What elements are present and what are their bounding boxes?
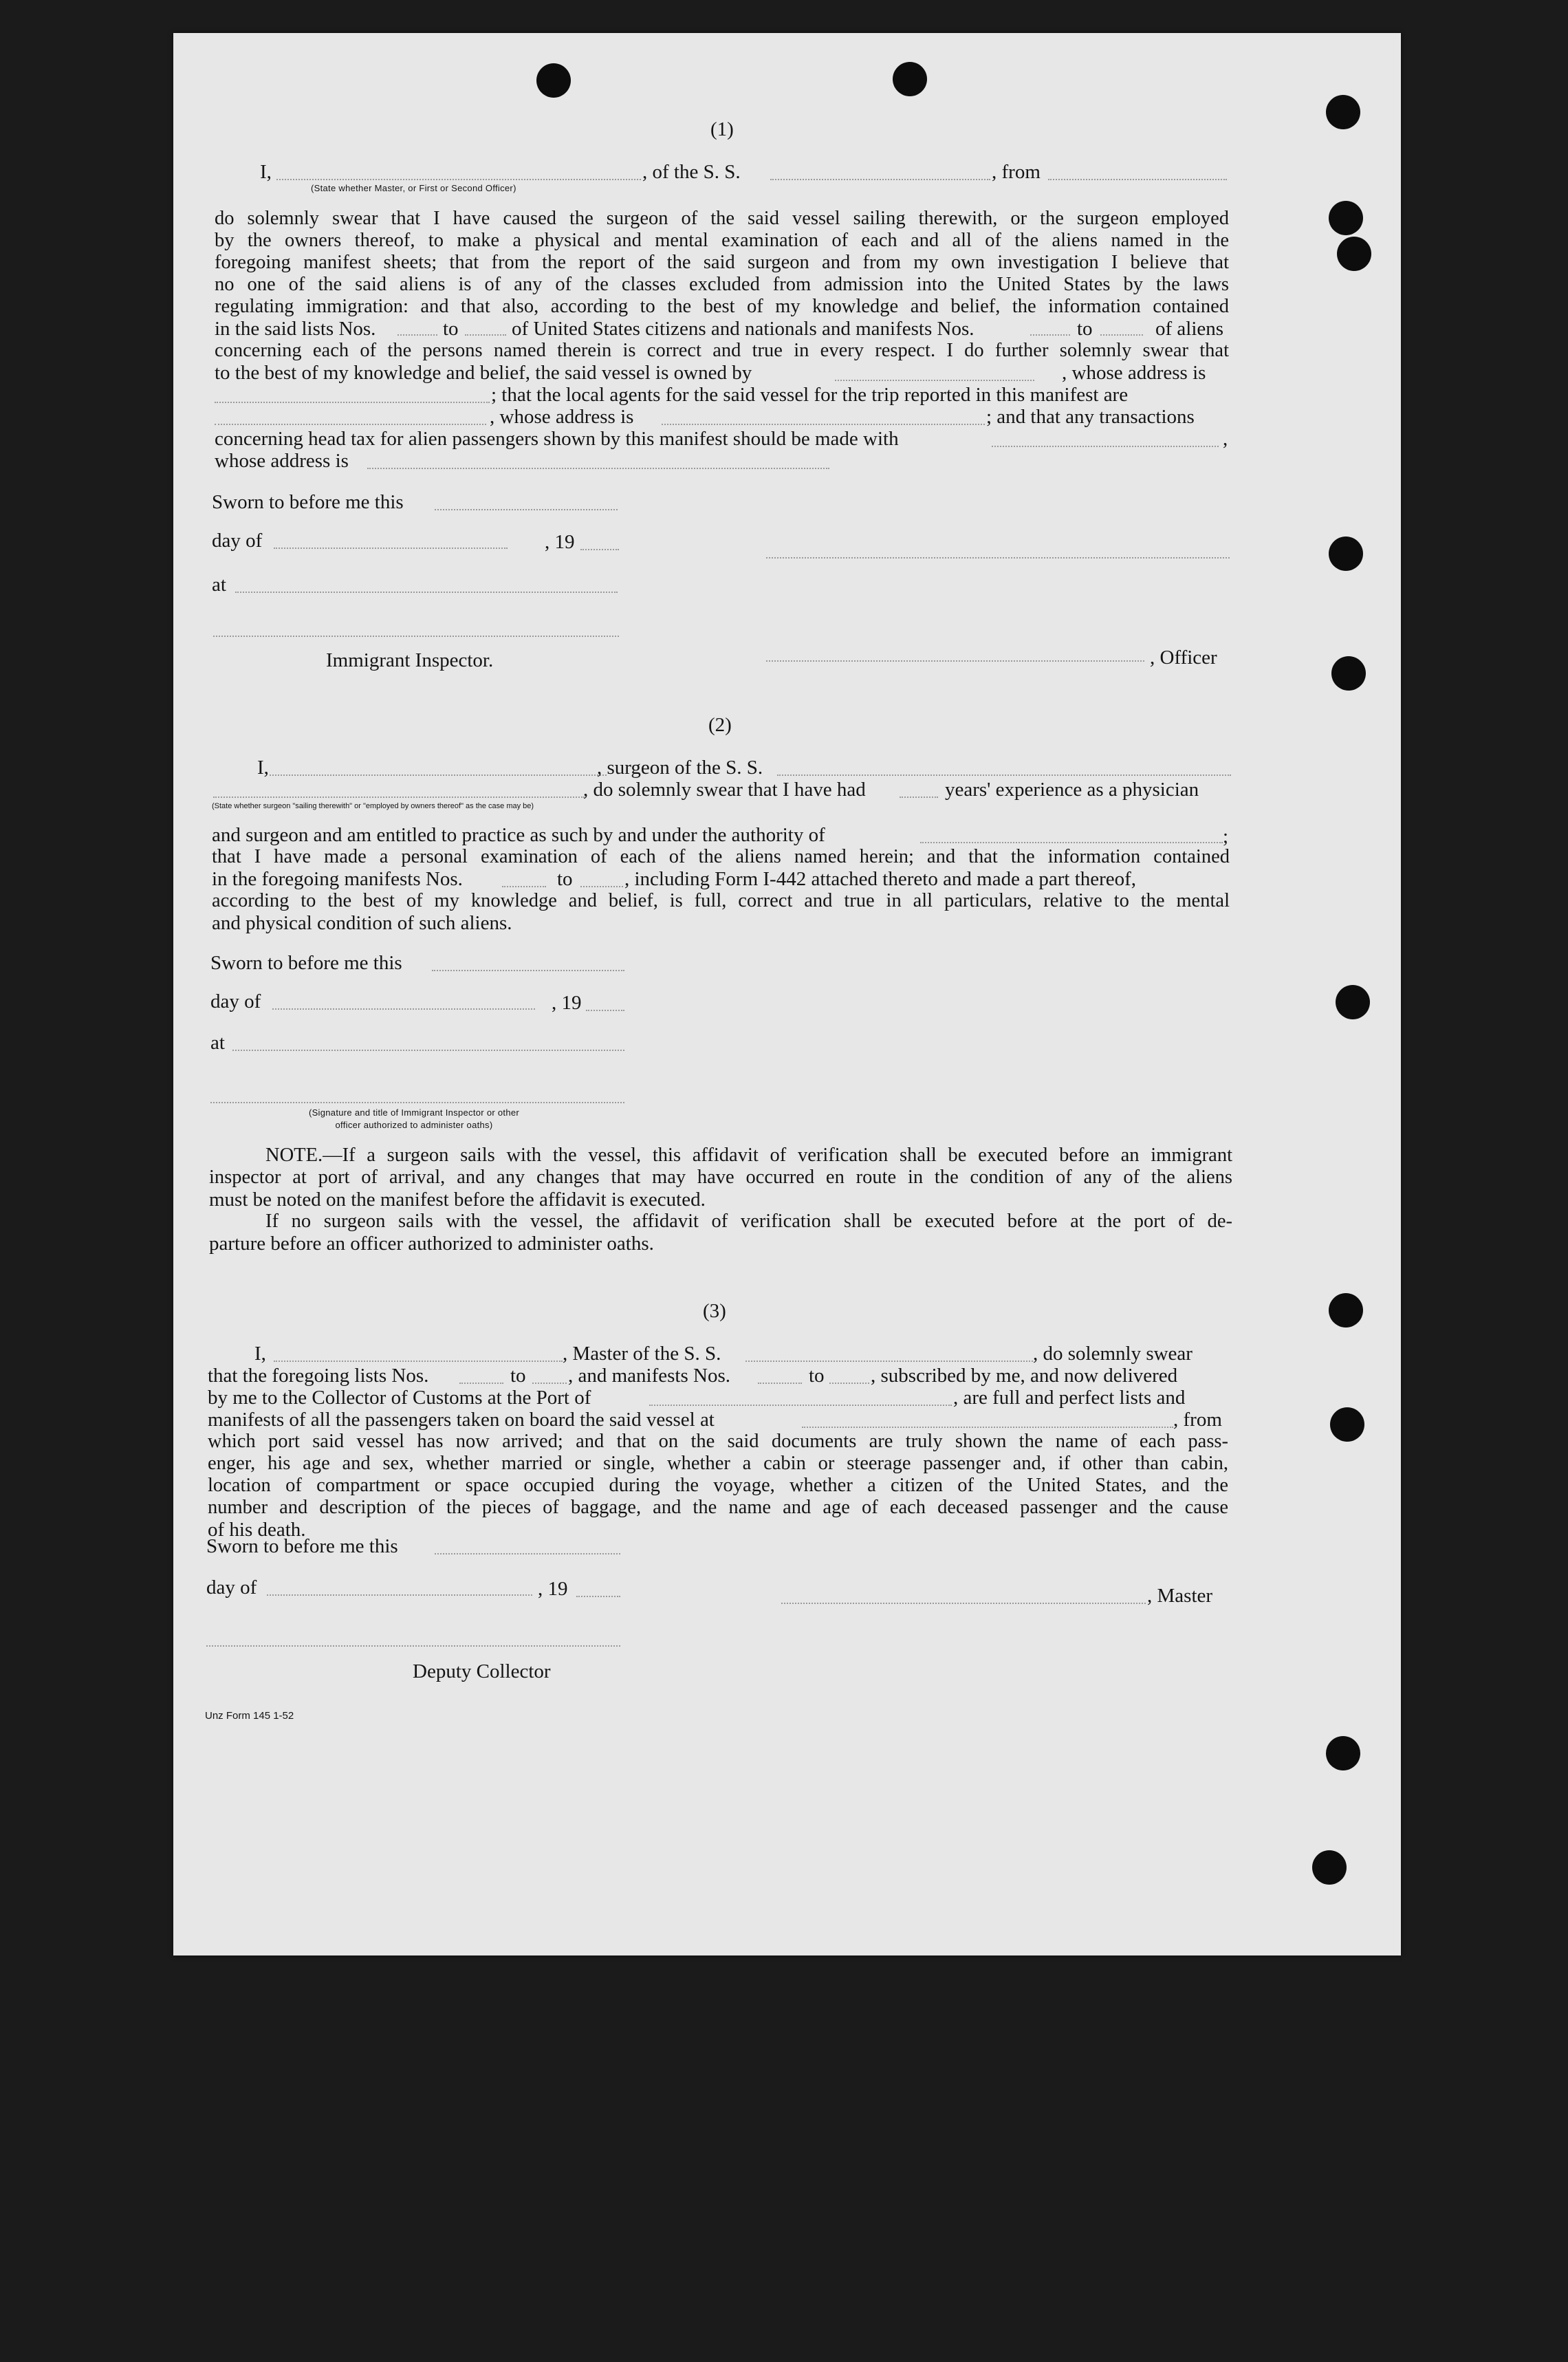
- s1-i: I,: [260, 161, 272, 183]
- s2-years-field[interactable]: [900, 797, 938, 798]
- s1-officer-signature-line-2[interactable]: [766, 660, 1144, 662]
- s3-manifests-of-all: manifests of all the passengers taken on board the said vessel at: [208, 1409, 715, 1431]
- s1-at-field[interactable]: [235, 592, 618, 593]
- s1-head-tax: concerning head tax for alien passengers shown by this manifest should be made with: [215, 428, 899, 450]
- s2-last-line: and physical condition of such aliens.: [212, 912, 512, 934]
- s1-year-field[interactable]: [580, 549, 619, 550]
- s1-inspector-signature-line[interactable]: [213, 636, 619, 637]
- s2-nineteen: , 19: [552, 992, 582, 1014]
- s3-sworn: Sworn to before me this: [206, 1535, 398, 1557]
- s2-note-last: must be noted on the manifest before the affidavit is executed.: [209, 1189, 706, 1211]
- s1-to-1: to: [443, 318, 459, 340]
- s2-signature-line[interactable]: [210, 1102, 624, 1103]
- s1-agents-field[interactable]: [215, 424, 486, 425]
- s3-swear: , do solemnly swear: [1033, 1343, 1193, 1365]
- s1-owner-field[interactable]: [835, 380, 1034, 381]
- s2-note: NOTE.—If a surgeon sails with the vessel, this affidavit of verification shall be executed before an immigrant inspector at port of arrival, and any changes that may have occurred en route in the condition of any of the aliens: [209, 1145, 1232, 1188]
- s3-lists-nos: that the foregoing lists Nos.: [208, 1365, 429, 1387]
- punch-hole: [893, 62, 927, 96]
- punch-hole: [1329, 201, 1363, 235]
- s3-manifest-from-field[interactable]: [758, 1383, 802, 1384]
- s3-list-to-field[interactable]: [532, 1383, 567, 1384]
- s2-signature-note-2: officer authorized to administer oaths): [335, 1120, 493, 1130]
- s3-i: I,: [254, 1343, 266, 1365]
- s1-officer-note: (State whether Master, or First or Second Officer): [311, 183, 516, 193]
- s2-sworn-date-field[interactable]: [432, 970, 624, 971]
- s2-paragraph: that I have made a personal examination of each of the aliens named herein; and that the information contained: [212, 846, 1230, 867]
- s2-if-no-surgeon: If no surgeon sails with the vessel, the affidavit of verification shall be executed before at the port of de-: [265, 1211, 1232, 1232]
- s2-at: at: [210, 1032, 225, 1054]
- s2-to: to: [557, 868, 573, 890]
- s3-master-label: , Master: [1147, 1585, 1213, 1607]
- s1-head-tax-address-field[interactable]: [367, 468, 829, 469]
- s3-paragraph: which port said vessel has now arrived; and that on the said documents are truly shown the name of each pass- enger, his age and sex, whether married or single, whether a cabin or steerage passenger and, if other than cabin, location of compartment or space occupied during the voyage, whether a citizen of the United States, and the number and description of the pieces of baggage, and the name and age of each deceased passenger and the cause: [208, 1431, 1228, 1518]
- s1-paragraph-2: concerning each of the persons named therein is correct and true in every respect. I do further solemnly swear that: [215, 340, 1229, 361]
- punch-hole: [1337, 237, 1371, 271]
- s2-sailing-field[interactable]: [213, 797, 585, 798]
- s2-manifests-nos: in the foregoing manifests Nos.: [212, 868, 463, 890]
- s1-paragraph: do solemnly swear that I have caused the surgeon of the said vessel sailing therewith, or the surgeon employed by the owners thereof, to make a physical and mental examination of each and all of the aliens named in the foregoing manifest sheets; that from the report of the said surgeon and from my own investigation I believe that no one of the said aliens is of any of the classes excluded from admission into the United States by the laws regulating immigration: and that also, according to the best of my knowledge and belief, the information contained: [215, 208, 1229, 317]
- s1-from: , from: [992, 161, 1041, 183]
- punch-hole: [1326, 1736, 1360, 1770]
- s3-deputy-collector: Deputy Collector: [413, 1660, 551, 1682]
- s3-sworn-date-field[interactable]: [435, 1553, 620, 1554]
- s1-day-of: day of: [212, 530, 263, 552]
- s1-officer-label: , Officer: [1150, 647, 1217, 669]
- s1-agents-address-field[interactable]: [662, 424, 985, 425]
- s3-to-2: to: [809, 1365, 825, 1387]
- section-1-number: (1): [710, 118, 734, 140]
- s1-comma: ,: [1223, 428, 1228, 450]
- s1-at: at: [212, 574, 226, 596]
- s3-port-departure-field[interactable]: [802, 1427, 1173, 1428]
- s3-collector: by me to the Collector of Customs at the Port of: [208, 1387, 591, 1409]
- s2-semicolon: ;: [1223, 825, 1229, 847]
- s1-sworn-date-field[interactable]: [435, 509, 618, 510]
- s1-to-2: to: [1077, 318, 1093, 340]
- s2-swear: , do solemnly swear that I have had: [583, 779, 866, 801]
- s1-lists-nos: in the said lists Nos.: [215, 318, 376, 340]
- s1-vessel-field[interactable]: [770, 179, 990, 180]
- s2-day-of: day of: [210, 990, 261, 1012]
- s1-list-to-field[interactable]: [465, 334, 506, 336]
- s1-citizens-text: of United States citizens and nationals and manifests Nos.: [512, 318, 974, 340]
- s3-month-field[interactable]: [267, 1594, 532, 1596]
- s2-authority-field[interactable]: [920, 842, 1223, 843]
- s3-deputy-signature-line[interactable]: [206, 1645, 620, 1647]
- s1-owner-address-field[interactable]: [215, 402, 490, 403]
- s1-of-ss: , of the S. S.: [642, 161, 741, 183]
- s3-from: , from: [1173, 1409, 1222, 1431]
- s2-surgeon-name-field[interactable]: [270, 774, 607, 776]
- s1-nineteen: , 19: [545, 531, 575, 553]
- s3-vessel-field[interactable]: [745, 1361, 1033, 1362]
- s2-sworn: Sworn to before me this: [210, 952, 402, 974]
- s1-sworn: Sworn to before me this: [212, 491, 404, 513]
- s3-nineteen: , 19: [538, 1578, 568, 1600]
- s2-surgeon-of-ss: , surgeon of the S. S.: [597, 757, 763, 779]
- s2-manifest-to-field[interactable]: [580, 886, 623, 887]
- s3-manifest-to-field[interactable]: [829, 1383, 869, 1384]
- s1-manifest-to-field[interactable]: [1100, 334, 1143, 336]
- s1-from-field[interactable]: [1048, 179, 1227, 180]
- s2-years-experience: years' experience as a physician: [945, 779, 1199, 801]
- s1-whose-address-2: , whose address is: [490, 406, 634, 428]
- s2-at-field[interactable]: [232, 1050, 624, 1051]
- s3-port-field[interactable]: [649, 1405, 952, 1406]
- s3-master-of-ss: , Master of the S. S.: [563, 1343, 721, 1365]
- s1-month-field[interactable]: [274, 548, 508, 549]
- s3-year-field[interactable]: [576, 1596, 620, 1597]
- s1-whose-address-3: whose address is: [215, 450, 349, 472]
- s2-manifest-from-field[interactable]: [502, 886, 546, 887]
- s1-whose-address-1: , whose address is: [1062, 362, 1206, 384]
- s1-officer-signature-line-1[interactable]: [766, 557, 1230, 559]
- s3-subscribed: , subscribed by me, and now delivered: [871, 1365, 1178, 1387]
- s2-paragraph-2: according to the best of my knowledge and belief, is full, correct and true in all particulars, relative to the mental: [212, 890, 1230, 911]
- s1-immigrant-inspector: Immigrant Inspector.: [326, 649, 494, 671]
- s2-i: I,: [257, 757, 269, 779]
- s3-last-line: of his death.: [208, 1519, 306, 1541]
- s3-master-name-field[interactable]: [274, 1361, 563, 1362]
- s2-form-i442: , including Form I-442 attached thereto and made a part thereof,: [624, 868, 1137, 890]
- s3-master-signature-line[interactable]: [781, 1603, 1146, 1604]
- s3-list-from-field[interactable]: [459, 1383, 503, 1384]
- punch-hole: [536, 63, 571, 98]
- punch-hole: [1330, 1407, 1364, 1442]
- s2-month-field[interactable]: [272, 1008, 535, 1010]
- s1-transactions: ; and that any transactions: [986, 406, 1195, 428]
- s1-manifest-from-field[interactable]: [1030, 334, 1070, 336]
- s2-signature-note-1: (Signature and title of Immigrant Inspector or other: [308, 1107, 520, 1118]
- s3-day-of: day of: [206, 1577, 257, 1599]
- s3-manifests-nos: , and manifests Nos.: [568, 1365, 730, 1387]
- s3-to-1: to: [510, 1365, 526, 1387]
- s2-practice: and surgeon and am entitled to practice as such by and under the authority of: [212, 824, 825, 846]
- punch-hole: [1326, 95, 1360, 129]
- form-number: Unz Form 145 1-52: [205, 1710, 294, 1722]
- s2-vessel-field[interactable]: [777, 774, 1231, 776]
- s1-list-from-field[interactable]: [398, 334, 437, 336]
- punch-hole: [1329, 537, 1363, 571]
- section-3-number: (3): [703, 1300, 726, 1322]
- s2-if-no-last: parture before an officer authorized to administer oaths.: [209, 1233, 654, 1255]
- s2-year-field[interactable]: [586, 1010, 624, 1011]
- s1-head-tax-field[interactable]: [992, 446, 1219, 447]
- form-page: [173, 33, 1401, 1955]
- punch-hole: [1336, 985, 1370, 1019]
- s1-agents-text: ; that the local agents for the said vessel for the trip reported in this manifest are: [491, 384, 1129, 406]
- s3-full-perfect: , are full and perfect lists and: [953, 1387, 1186, 1409]
- punch-hole: [1312, 1850, 1347, 1885]
- section-2-number: (2): [708, 714, 732, 736]
- punch-hole: [1331, 656, 1366, 691]
- punch-hole: [1329, 1293, 1363, 1328]
- s1-owned-by: to the best of my knowledge and belief, the said vessel is owned by: [215, 362, 752, 384]
- s1-of-aliens: of aliens: [1155, 318, 1224, 340]
- s1-officer-name-field[interactable]: [276, 179, 641, 180]
- s2-surgeon-note: (State whether surgeon "sailing therewith" or "employed by owners thereof" as the case may be): [212, 802, 534, 810]
